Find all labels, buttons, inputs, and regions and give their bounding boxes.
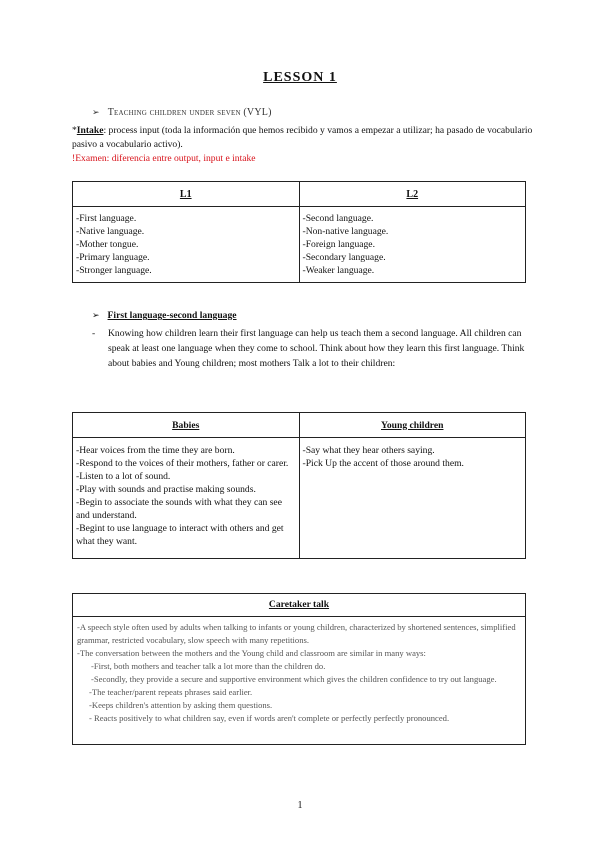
list-item: -Secondary language. <box>302 252 386 263</box>
list-item: -Weaker language. <box>302 265 375 276</box>
l1-l2-table <box>72 181 526 283</box>
arrow-bullet-icon: ➢ <box>92 108 100 118</box>
intake-definition <box>72 124 534 152</box>
list-item: -Foreign language. <box>302 239 375 250</box>
young-children-header: Young children <box>299 413 526 438</box>
page-number: 1 <box>297 800 303 811</box>
section-heading-text: First language-second language <box>107 310 237 321</box>
list-item: -Respond to the voices of their mothers, father or carer. <box>76 458 289 469</box>
list-item: -Mother tongue. <box>76 239 139 250</box>
section-heading <box>92 310 237 321</box>
list-item: -Non-native language. <box>302 226 389 237</box>
caretaker-title: Caretaker talk <box>73 594 525 617</box>
list-item: -Stronger language. <box>76 265 152 276</box>
list-item: -Pick Up the accent of those around them. <box>302 458 464 469</box>
subheading-text: Teaching children under seven (VYL) <box>107 107 272 118</box>
young-children-cell <box>299 438 526 559</box>
section-paragraph <box>92 326 526 371</box>
intake-term: Intake <box>76 125 104 136</box>
subheading <box>92 107 272 118</box>
list-item: -Say what they hear others saying. <box>302 445 435 456</box>
babies-header: Babies <box>73 413 300 438</box>
list-item: -Listen to a lot of sound. <box>76 471 171 482</box>
list-item: -Begin to associate the sounds with what they can see and understand. <box>76 497 282 521</box>
list-item: -Begint to use language to interact with others and get what they want. <box>76 523 284 547</box>
intake-text: : process input (toda la información que hemos recibido y vamos a empezar a utilizar; ha pasado de vocabulario pasivo a vocabulario activo). <box>72 125 533 150</box>
list-item: -First language. <box>76 213 137 224</box>
caretaker-line: -A speech style often used by adults when talking to infants or young children, characterized by shortened sentences, simplified grammar, restricted vocabulary, slow speech with many repetitions. <box>77 622 516 645</box>
babies-cell <box>73 438 300 559</box>
caretaker-line: -First, both mothers and teacher talk a lot more than the children do. <box>91 661 326 671</box>
page-title: LESSON 1 <box>263 70 337 85</box>
list-item: -Native language. <box>76 226 145 237</box>
dash-bullet: - <box>92 328 96 339</box>
l2-cell <box>299 207 526 283</box>
list-item: -Play with sounds and practise making sounds. <box>76 484 256 495</box>
intake-prefix: * <box>72 125 77 136</box>
arrow-bullet-icon: ➢ <box>92 311 100 321</box>
caretaker-line: -Secondly, they provide a secure and supportive environment which gives the children confidence to try out language. <box>91 674 497 684</box>
exam-note: !Examen: diferencia entre output, input e intake <box>72 153 256 164</box>
list-item: -Second language. <box>302 213 374 224</box>
caretaker-line: - Reacts positively to what children say, even if words aren't complete or perfectly perfectly pronounced. <box>89 713 450 723</box>
caretaker-body <box>73 617 525 729</box>
l2-header: L2 <box>299 182 526 207</box>
l1-cell <box>73 207 300 283</box>
list-item: -Hear voices from the time they are born. <box>76 445 235 456</box>
caretaker-line: -The conversation between the mothers and the Young child and classroom are similar in many ways: <box>77 648 426 658</box>
caretaker-line: -Keeps children's attention by asking them questions. <box>89 700 273 710</box>
l1-header: L1 <box>73 182 300 207</box>
caretaker-line: -The teacher/parent repeats phrases said earlier. <box>89 687 253 697</box>
caretaker-talk-box <box>72 593 526 745</box>
babies-young-children-table <box>72 412 526 559</box>
list-item: -Primary language. <box>76 252 150 263</box>
paragraph-text: Knowing how children learn their first language can help us teach them a second language. All children can speak at least one language when they come to school. Think about how they learn this first language. Think about babies and Young children; most mothers Talk a lot to their children: <box>108 328 525 369</box>
